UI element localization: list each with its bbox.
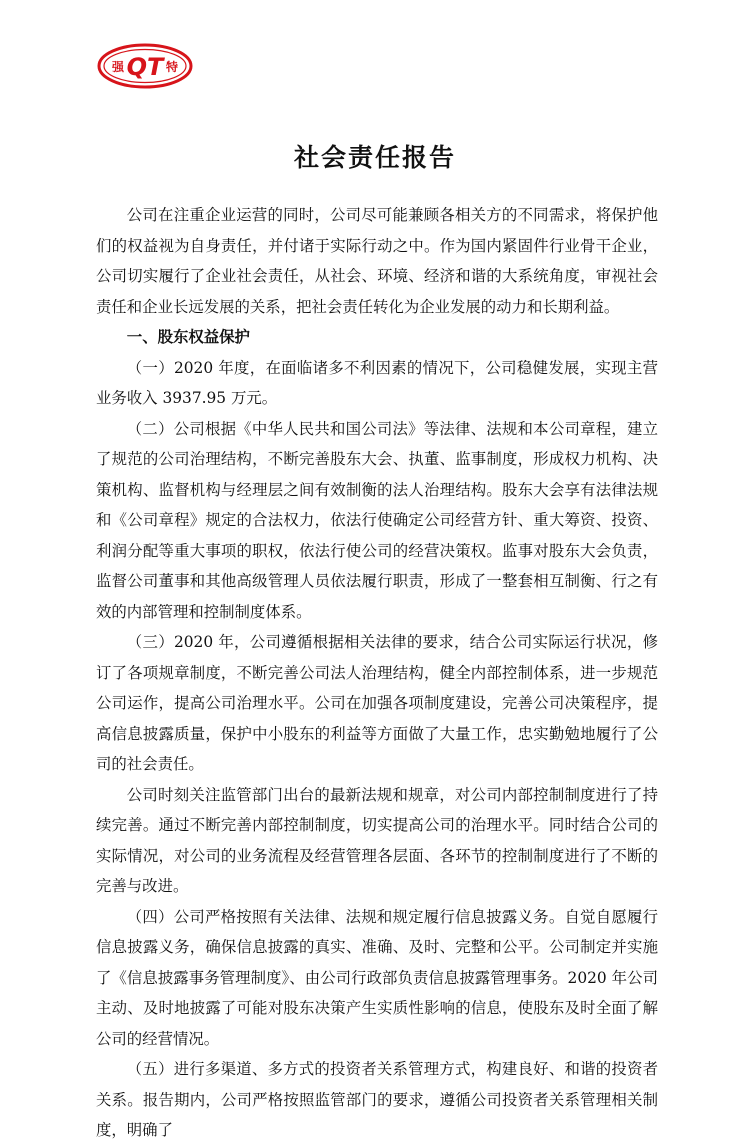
intro-paragraph: 公司在注重企业运营的同时，公司尽可能兼顾各相关方的不同需求，将保护他们的权益视为自身责任，并付诸于实际行动之中。作为国内紧固件行业骨干企业，公司切实履行了企业社会责任，从社会、环境、经济和谐的大系统角度，审视社会责任和企业长远发展的关系，把社会责任转化为企业发展的动力和长期利益。 (96, 206, 658, 316)
page-title: 社会责任报告 (293, 143, 456, 172)
company-logo (97, 42, 193, 90)
paragraph: （二）公司根据《中华人民共和国公司法》等法律、法规和本公司章程，建立了规范的公司治理结构，不断完善股东大会、执董、监事制度，形成权力机构、决策机构、监督机构与经理层之间有效制衡的法人治理结构。股东大会享有法律法规和《公司章程》规定的合法权力，依法行使确定公司经营方针、重大筹资、投资、利润分配等重大事项的职权，依法行使公司的经营决策权。监事对股东大会负责，监督公司董事和其他高级管理人员依法履行职责，形成了一整套相互制衡、行之有效的内部管理和控制制度体系。 (96, 419, 658, 621)
logo-right-char: 特 (166, 60, 179, 74)
paragraph: 公司时刻关注监管部门出台的最新法规和规章，对公司内部控制制度进行了持续完善。通过不断完善内部控制制度，切实提高公司的治理水平。同时结合公司的实际情况，对公司的业务流程及经营管理各层面、各环节的控制制度进行了不断的完善与改进。 (96, 785, 658, 895)
paragraph: （三）2020 年，公司遵循根据相关法律的要求，结合公司实际运行状况，修订了各项规章制度，不断完善公司法人治理结构，健全内部控制体系，进一步规范公司运作，提高公司治理水平。公司在加强各项制度建设，完善公司决策程序，提高信息披露质量，保护中小股东的利益等方面做了大量工作，忠实勤勉地履行了公司的社会责任。 (96, 633, 658, 773)
paragraph: （一）2020 年度，在面临诸多不利因素的情况下，公司稳健发展，实现主营业务收入 3937.95 万元。 (96, 358, 658, 407)
section-heading: 一、股东权益保护 (126, 328, 250, 346)
logo-brand: QT (126, 53, 164, 81)
paragraph: （四）公司严格按照有关法律、法规和规定履行信息披露义务。自觉自愿履行信息披露义务，确保信息披露的真实、准确、及时、完整和公平。公司制定并实施了《信息披露事务管理制度》、由公司行政部负责信息披露管理事务。2020 年公司主动、及时地披露了可能对股东决策产生实质性影响的信息，使股东及时全面了解公司的经营情况。 (96, 907, 658, 1048)
paragraph: （五）进行多渠道、多方式的投资者关系管理方式，构建良好、和谐的投资者关系。报告期内，公司严格按照监管部门的要求，遵循公司投资者关系管理相关制度，明确了 (96, 1060, 658, 1139)
logo-left-char: 强 (112, 60, 125, 74)
report-body (96, 200, 658, 1146)
